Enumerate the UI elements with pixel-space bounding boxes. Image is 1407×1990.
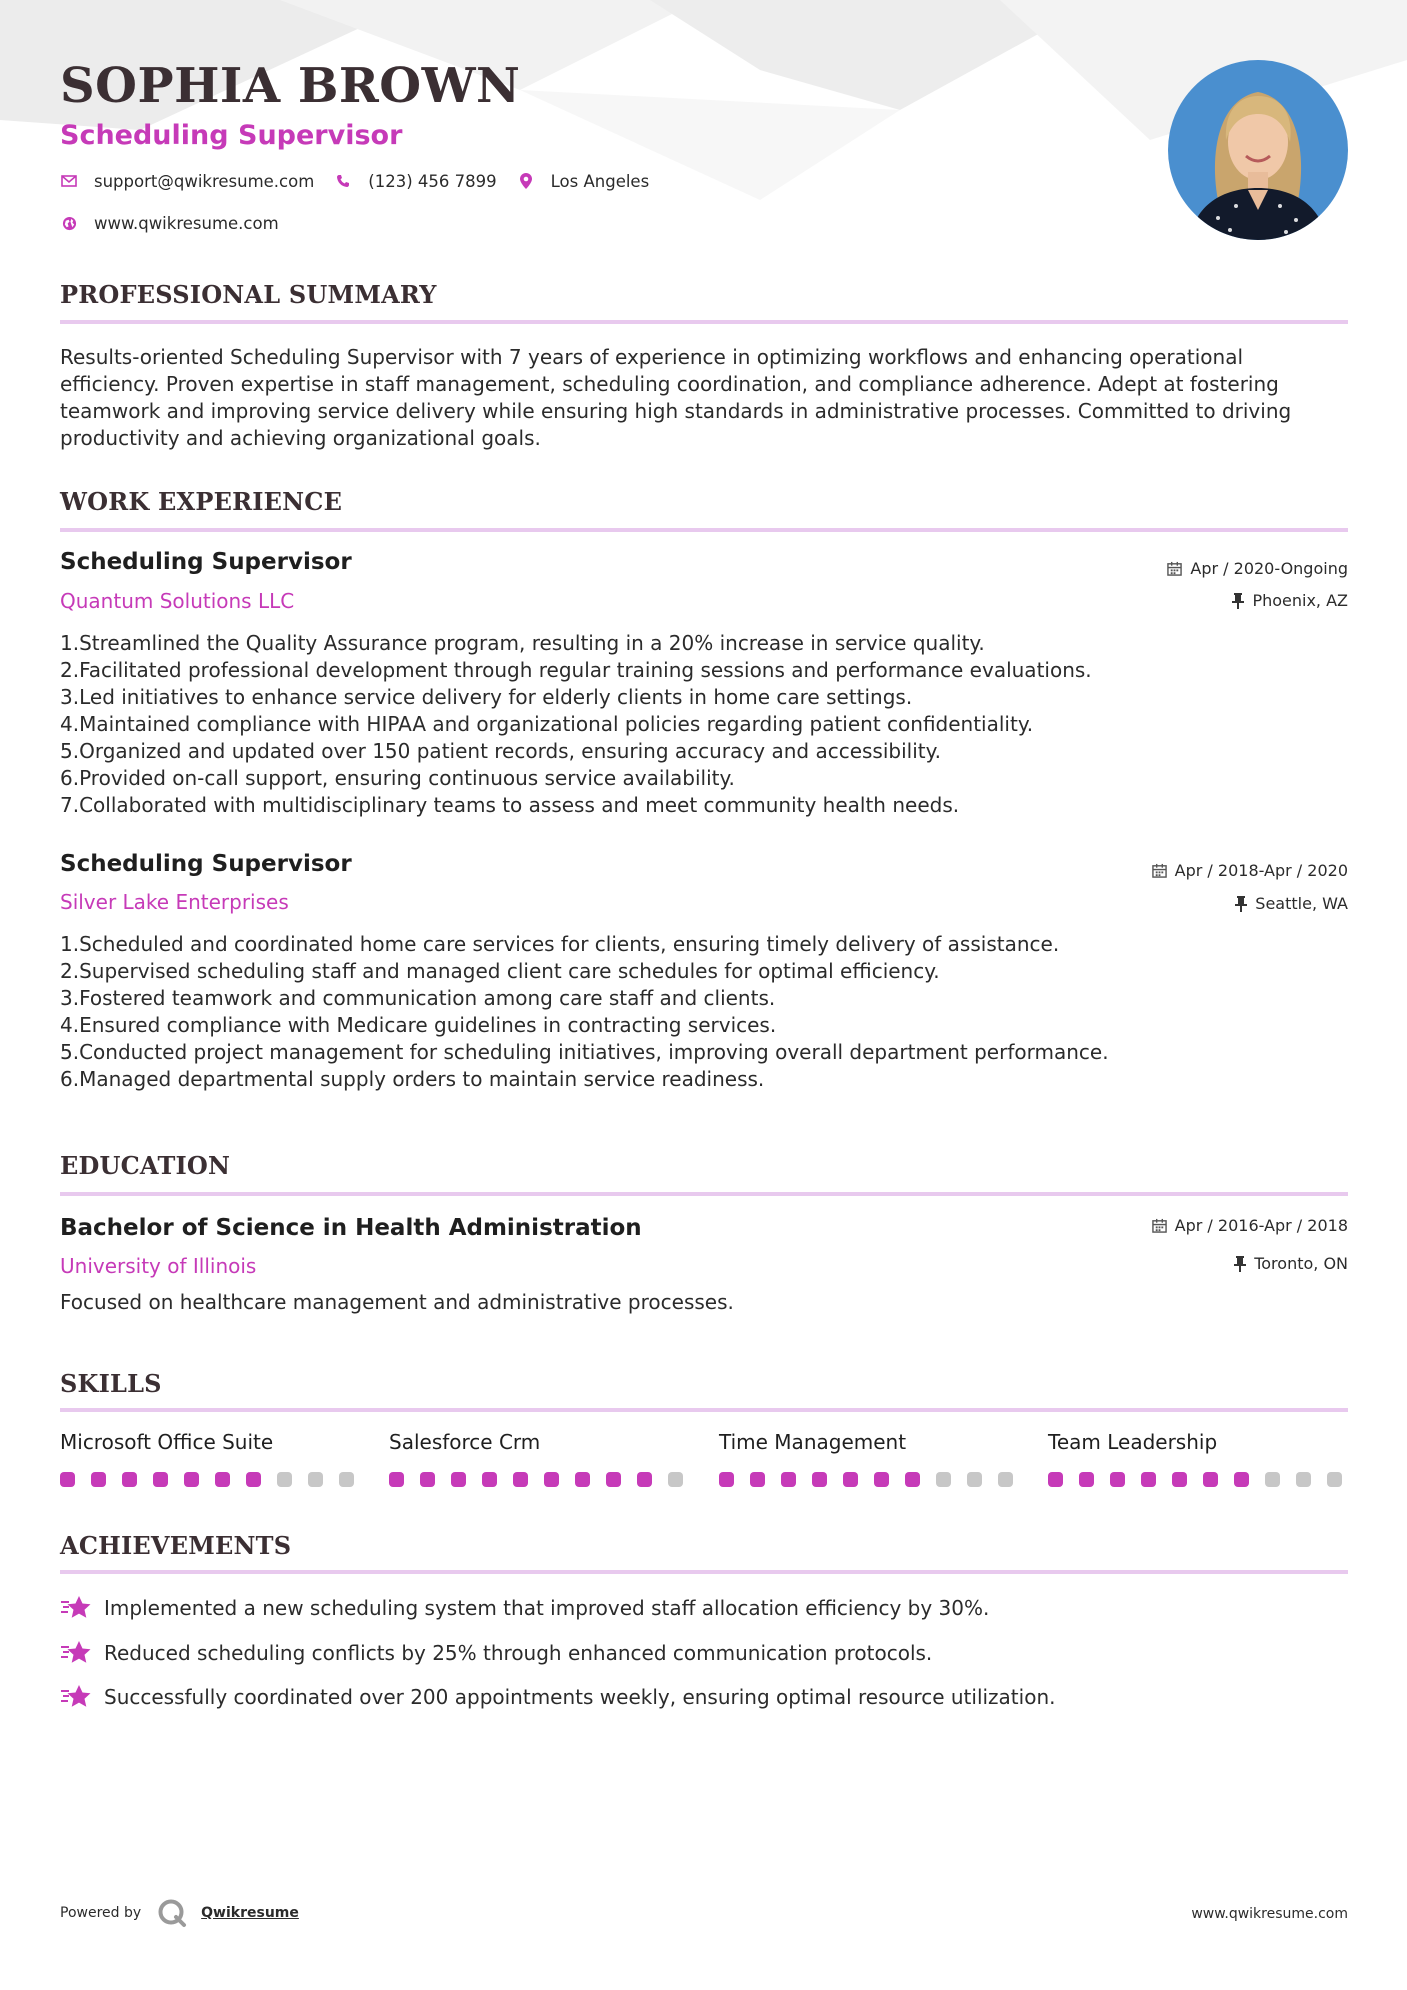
skill-dot-filled (843, 1472, 858, 1487)
achievement-item (60, 1681, 1055, 1713)
job-dates-text: Apr / 2020-Ongoing (1190, 559, 1348, 578)
school-name: University of Illinois (60, 1254, 257, 1278)
section-divider (60, 320, 1348, 324)
skill-dot-filled (781, 1472, 796, 1487)
skill-rating (1048, 1472, 1348, 1487)
job-company: Silver Lake Enterprises (60, 890, 289, 914)
skill-dot-filled (389, 1472, 404, 1487)
skill-dot-empty (668, 1472, 683, 1487)
map-marker-icon (517, 172, 535, 190)
achievement-item (60, 1637, 932, 1669)
list-item: 3. Fostered teamwork and communication among care staff and clients. (60, 986, 776, 1010)
skill-dot-empty (277, 1472, 292, 1487)
resume-page (60, 0, 1348, 1990)
list-item: 1. Streamlined the Quality Assurance program, resulting in a 20% increase in service quality. (60, 631, 985, 655)
profile-photo (1168, 60, 1348, 240)
achievement-text: Successfully coordinated over 200 appointments weekly, ensuring optimal resource utilization. (104, 1685, 1056, 1709)
list-item: 7. Collaborated with multidisciplinary teams to assess and meet community health needs. (60, 793, 960, 817)
achievement-text: Reduced scheduling conflicts by 25% through enhanced communication protocols. (104, 1641, 933, 1665)
skill-rating (719, 1472, 1019, 1487)
skill-dot-filled (905, 1472, 920, 1487)
skill-dot-filled (122, 1472, 137, 1487)
skill-dot-filled (1048, 1472, 1063, 1487)
section-divider (60, 1570, 1348, 1574)
skill-dot-filled (544, 1472, 559, 1487)
skill-dot-filled (1172, 1472, 1187, 1487)
list-item: 1. Scheduled and coordinated home care services for clients, ensuring timely delivery of assistance. (60, 932, 1060, 956)
skill-dot-empty (936, 1472, 951, 1487)
summary-text: Results-oriented Scheduling Supervisor with 7 years of experience in optimizing workflows and enhancing operational efficiency. Proven expertise in staff management, scheduling coordination, and compliance adherence. Adept at fostering teamwork and improving service delivery while ensuring high standards in administrative processes. Committed to driving productivity and achieving organizational goals. (60, 345, 1292, 450)
skill-item (1048, 1430, 1348, 1487)
skill-name: Salesforce Crm (389, 1430, 541, 1454)
pushpin-icon (1232, 593, 1244, 609)
skill-dot-filled (91, 1472, 106, 1487)
list-item: 2. Supervised scheduling staff and managed client care schedules for optimal efficiency. (60, 959, 940, 983)
skill-dot-empty (308, 1472, 323, 1487)
list-item: 6. Managed departmental supply orders to maintain service readiness. (60, 1067, 765, 1091)
achievement-text: Implemented a new scheduling system that improved staff allocation efficiency by 30%. (104, 1596, 990, 1620)
section-divider (60, 528, 1348, 532)
contact-website[interactable]: www.qwikresume.com (94, 213, 279, 233)
skill-rating (389, 1472, 689, 1487)
job-dates (1152, 861, 1348, 880)
skill-name: Team Leadership (1048, 1430, 1218, 1454)
skill-dot-empty (967, 1472, 982, 1487)
skill-dot-filled (246, 1472, 261, 1487)
job-title: Scheduling Supervisor (60, 851, 352, 877)
globe-icon (60, 214, 78, 232)
education-dates (1152, 1216, 1348, 1235)
star-trophy-icon (60, 1681, 92, 1713)
skill-dot-filled (451, 1472, 466, 1487)
calendar-icon (1152, 863, 1167, 878)
qwikresume-link[interactable]: Qwikresume (201, 1905, 299, 1921)
skill-dot-filled (1141, 1472, 1156, 1487)
education-dates-text: Apr / 2016-Apr / 2018 (1174, 1216, 1348, 1235)
list-item: 2. Facilitated professional development through regular training sessions and performance evaluations. (60, 658, 1092, 682)
phone-icon (334, 172, 352, 190)
skill-dot-filled (420, 1472, 435, 1487)
section-title-achievements: ACHIEVEMENTS (60, 1531, 292, 1560)
list-item: 4. Ensured compliance with Medicare guidelines in contracting services. (60, 1013, 777, 1037)
candidate-role: Scheduling Supervisor (60, 120, 403, 151)
skill-dot-filled (606, 1472, 621, 1487)
job-dates (1167, 559, 1348, 578)
job-location-text: Seattle, WA (1255, 894, 1348, 913)
skill-rating (60, 1472, 360, 1487)
pushpin-icon (1235, 896, 1247, 912)
skill-name: Microsoft Office Suite (60, 1430, 274, 1454)
job-company: Quantum Solutions LLC (60, 589, 295, 613)
skill-dot-filled (184, 1472, 199, 1487)
calendar-icon (1167, 561, 1182, 576)
section-title-skills: SKILLS (60, 1369, 162, 1398)
section-title-summary: PROFESSIONAL SUMMARY (60, 280, 437, 309)
star-trophy-icon (60, 1637, 92, 1669)
education-description: Focused on healthcare management and administrative processes. (60, 1290, 734, 1314)
skill-dot-filled (812, 1472, 827, 1487)
calendar-icon (1152, 1218, 1167, 1233)
list-item: 6. Provided on-call support, ensuring continuous service availability. (60, 766, 735, 790)
skill-dot-empty (1265, 1472, 1280, 1487)
contact-block (60, 170, 669, 254)
footer-powered-by (60, 1898, 299, 1928)
skill-dot-empty (1327, 1472, 1342, 1487)
skill-dot-filled (60, 1472, 75, 1487)
job-location-text: Phoenix, AZ (1252, 591, 1348, 610)
education-location (1234, 1254, 1348, 1273)
skill-dot-filled (1234, 1472, 1249, 1487)
degree-title: Bachelor of Science in Health Administration (60, 1215, 642, 1241)
skill-dot-empty (339, 1472, 354, 1487)
powered-by-label: Powered by (60, 1905, 142, 1921)
list-item: 4. Maintained compliance with HIPAA and organizational policies regarding patient confidentiality. (60, 712, 1034, 736)
contact-phone[interactable]: (123) 456 7899 (368, 171, 497, 191)
skill-dot-filled (575, 1472, 590, 1487)
job-bullet-list (60, 931, 1348, 1093)
skill-item (719, 1430, 1019, 1487)
skill-dot-empty (998, 1472, 1013, 1487)
job-dates-text: Apr / 2018-Apr / 2020 (1174, 861, 1348, 880)
pushpin-icon (1234, 1256, 1246, 1272)
candidate-name: SOPHIA BROWN (60, 58, 521, 114)
envelope-icon (60, 172, 78, 190)
skill-item (60, 1430, 360, 1487)
skill-dot-filled (1079, 1472, 1094, 1487)
list-item: 3. Led initiatives to enhance service delivery for elderly clients in home care settings. (60, 685, 913, 709)
section-title-education: EDUCATION (60, 1151, 231, 1180)
list-item: 5. Conducted project management for scheduling initiatives, improving overall department performance. (60, 1040, 1109, 1064)
skill-dot-filled (637, 1472, 652, 1487)
section-divider (60, 1192, 1348, 1196)
skill-dot-filled (750, 1472, 765, 1487)
achievement-item (60, 1592, 989, 1624)
skill-item (389, 1430, 689, 1487)
job-location (1232, 591, 1348, 610)
list-item: 5. Organized and updated over 150 patient records, ensuring accuracy and accessibility. (60, 739, 941, 763)
skill-dot-filled (153, 1472, 168, 1487)
education-location-text: Toronto, ON (1254, 1254, 1348, 1273)
contact-email[interactable]: support@qwikresume.com (94, 171, 315, 191)
job-location (1235, 894, 1348, 913)
skill-dot-filled (513, 1472, 528, 1487)
section-title-experience: WORK EXPERIENCE (60, 487, 343, 516)
qwikresume-logo-icon (157, 1898, 187, 1928)
job-bullet-list (60, 630, 1348, 819)
skill-dot-filled (1203, 1472, 1218, 1487)
skill-dot-filled (719, 1472, 734, 1487)
skill-name: Time Management (719, 1430, 907, 1454)
skill-dot-filled (482, 1472, 497, 1487)
skill-dot-filled (874, 1472, 889, 1487)
section-divider (60, 1408, 1348, 1412)
contact-location: Los Angeles (550, 171, 650, 191)
skill-dot-filled (1110, 1472, 1125, 1487)
star-trophy-icon (60, 1592, 92, 1624)
skill-dot-empty (1296, 1472, 1311, 1487)
skill-dot-filled (215, 1472, 230, 1487)
job-title: Scheduling Supervisor (60, 549, 352, 575)
footer-website[interactable]: www.qwikresume.com (1191, 1906, 1348, 1922)
